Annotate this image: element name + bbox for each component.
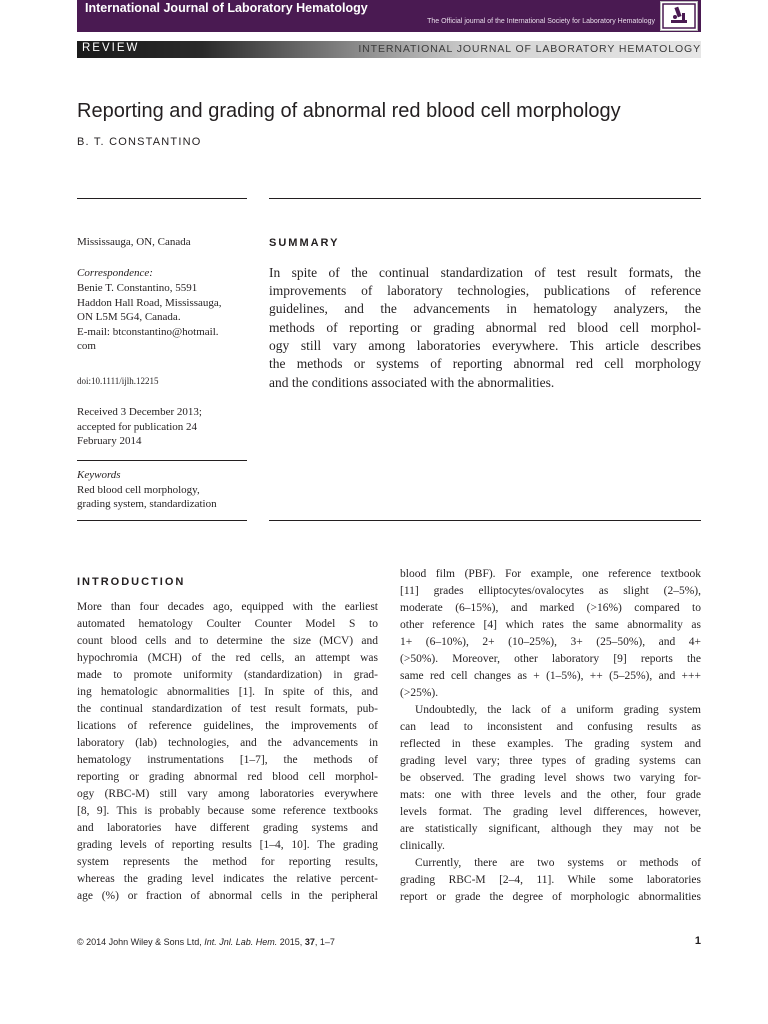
- summary-line: In spite of the continual standardization of test result formats, the: [269, 265, 701, 280]
- journal-tagline: The Official journal of the International Society for Laboratory Hematology: [427, 18, 655, 25]
- microscope-logo-icon: [660, 1, 698, 31]
- section-label: REVIEW: [82, 42, 140, 54]
- body-line: automated hematology Coulter Counter Model S to: [77, 618, 378, 630]
- body-line: grading levels of reporting results [1–4, 10]. The grading: [77, 839, 378, 851]
- body-line: clinically.: [400, 840, 445, 852]
- divider: [77, 460, 247, 461]
- body-line: (>25%).: [400, 687, 439, 699]
- keywords-line: Red blood cell morphology,: [77, 484, 200, 496]
- correspondence-email-end: com: [77, 340, 96, 352]
- summary-line: improvements of laboratory technologies, publications of reference: [269, 283, 701, 298]
- footer-pages: , 1–7: [314, 937, 335, 947]
- body-line: laboratory (lab) technologies, and the advancements in: [77, 737, 378, 749]
- footer-citation: [77, 937, 335, 947]
- body-line: report or grade the degree of morphologic abnormalities: [400, 891, 701, 903]
- correspondence-email: E-mail: btconstantino@hotmail.: [77, 326, 219, 338]
- body-line: levels format. The grading level differences, however,: [400, 806, 701, 818]
- paragraph-first-line: Currently, there are two systems or methods of: [415, 857, 701, 869]
- body-line: reflected in these examples. The grading system and: [400, 738, 701, 750]
- article-author: B. T. CONSTANTINO: [77, 136, 202, 148]
- body-line: grading level vary; three types of grading systems can: [400, 755, 701, 767]
- body-line: age (%) or fraction of abnormal cells in the peripheral: [77, 890, 378, 902]
- section-journal-name: INTERNATIONAL JOURNAL OF LABORATORY HEMATOLOGY: [358, 43, 701, 55]
- correspondence-line: Haddon Hall Road, Mississauga,: [77, 297, 222, 309]
- received-line: accepted for publication 24: [77, 421, 198, 433]
- body-line: be observed. The grading level shows two varying for-: [400, 772, 701, 784]
- footer-journal-abbrev: Int. Jnl. Lab. Hem.: [204, 937, 278, 947]
- divider: [77, 520, 247, 521]
- body-line: grading RBC-M [2–4, 11]. While some laboratories: [400, 874, 701, 886]
- summary-line: ogy still vary among laboratories everywhere. This article describes: [269, 338, 701, 353]
- body-line: and laboratories have different grading systems and: [77, 822, 378, 834]
- body-line: ogy (RBC-M) still vary among laboratories everywhere: [77, 788, 378, 800]
- author-location: Mississauga, ON, Canada: [77, 236, 191, 248]
- summary-heading: SUMMARY: [269, 237, 340, 249]
- body-line: More than four decades ago, equipped with the earliest: [77, 601, 378, 613]
- journal-banner: [77, 0, 701, 32]
- received-line: Received 3 December 2013;: [77, 406, 202, 418]
- body-line: lications of reference guidelines, the improvements of: [77, 720, 378, 732]
- keywords-line: grading system, standardization: [77, 498, 217, 510]
- body-line: ing hematologic abnormalities [1]. In spite of this, and: [77, 686, 378, 698]
- body-line: blood film (PBF). For example, one reference textbook: [400, 568, 701, 580]
- body-line: [8, 9]. This is probably because some reference textbooks: [77, 805, 378, 817]
- divider: [269, 520, 701, 521]
- received-line: February 2014: [77, 435, 142, 447]
- summary-line: guidelines, and the advancements in hematology analyzers, the: [269, 301, 701, 316]
- correspondence-line: ON L5M 5G4, Canada.: [77, 311, 181, 323]
- article-title: Reporting and grading of abnormal red blood cell morphology: [77, 100, 621, 122]
- body-line: made to promote uniformity (standardization) in grad-: [77, 669, 378, 681]
- body-line: 1+ (6–10%), 2+ (10–25%), 3+ (25–50%), and 4+: [400, 636, 701, 648]
- paragraph-first-line: Undoubtedly, the lack of a uniform grading system: [415, 704, 701, 716]
- body-line: [11] grades elliptocytes/ovalocytes as slight (2–5%),: [400, 585, 701, 597]
- body-line: system represents the method for reporting results,: [77, 856, 378, 868]
- body-line: reporting or grading abnormal red blood cell morphol-: [77, 771, 378, 783]
- journal-name: International Journal of Laboratory Hematology: [85, 1, 368, 15]
- body-line: same red cell changes as + (1–5%), ++ (5–25%), and +++: [400, 670, 701, 682]
- body-line: hypochromia (MCH) of the red cells, an attempt was: [77, 652, 378, 664]
- body-line: (>50%). Moreover, other laboratory [9] reports the: [400, 653, 701, 665]
- footer-volume: 37: [304, 937, 315, 947]
- correspondence-label: Correspondence:: [77, 267, 153, 279]
- summary-line: the methods or systems of reporting abnormal red cell morphology: [269, 356, 701, 371]
- body-line: whereas the grading level indicates the relative percent-: [77, 873, 378, 885]
- introduction-heading: INTRODUCTION: [77, 576, 186, 588]
- divider: [77, 198, 247, 199]
- body-line: other reference [4] which rates the same abnormality as: [400, 619, 701, 631]
- article-doi: doi:10.1111/ijlh.12215: [77, 376, 159, 386]
- body-line: the continual standardization of test result formats, pub-: [77, 703, 378, 715]
- summary-line: methods of reporting or grading abnormal red blood cell morphol-: [269, 320, 701, 335]
- keywords-label: Keywords: [77, 469, 121, 481]
- section-bar: [77, 41, 701, 58]
- body-line: mats: one with three levels and the other, four grade: [400, 789, 701, 801]
- body-line: are statistically significant, although they may not be: [400, 823, 701, 835]
- correspondence-line: Benie T. Constantino, 5591: [77, 282, 198, 294]
- body-line: moderate (6–15%), and marked (>16%) compared to: [400, 602, 701, 614]
- page-number: 1: [694, 935, 701, 947]
- divider: [269, 198, 701, 199]
- body-line: can lead to inconsistent and confusing results as: [400, 721, 701, 733]
- summary-line: and the conditions associated with the abnormalities.: [269, 375, 555, 390]
- footer-year: 2015,: [279, 937, 303, 947]
- body-line: hematology instrumentations [1–7], the methods of: [77, 754, 378, 766]
- footer-copyright: © 2014 John Wiley & Sons Ltd,: [77, 937, 202, 947]
- body-line: count blood cells and to determine the size (MCV) and: [77, 635, 378, 647]
